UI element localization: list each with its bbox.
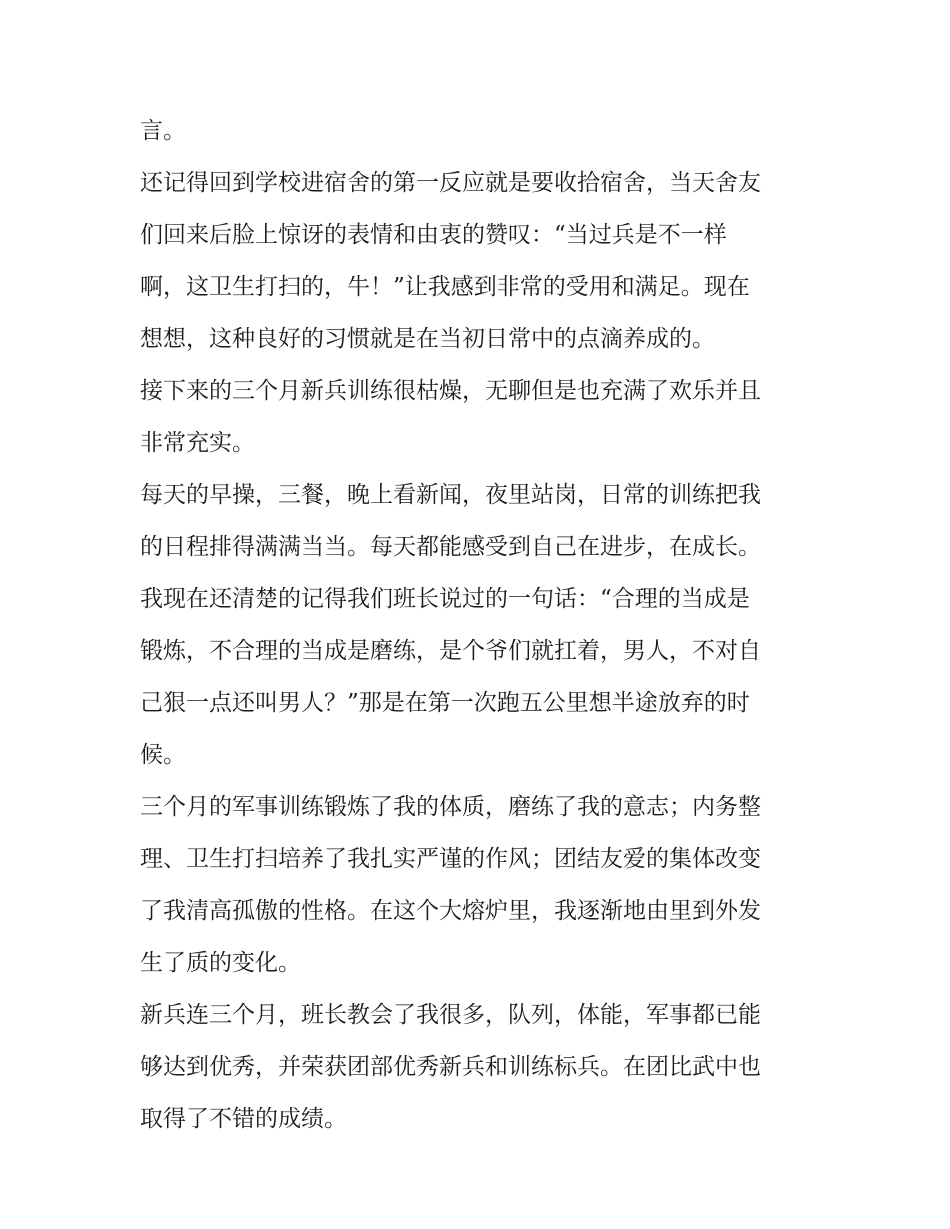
text-line: 了我清高孤傲的性格。在这个大熔炉里，我逐渐地由里到外发	[140, 898, 761, 924]
text-line: 还记得回到学校进宿舍的第一反应就是要收拾宿舍，当天舍友	[140, 170, 761, 196]
text-line: 言。	[140, 118, 186, 144]
text-line: 啊，这卫生打扫的，牛！”让我感到非常的受用和满足。现在	[140, 274, 750, 300]
text-line: 己狠一点还叫男人？”那是在第一次跑五公里想半途放弃的时	[140, 690, 750, 716]
text-line: 非常充实。	[140, 430, 255, 456]
text-line: 生了质的变化。	[140, 950, 301, 976]
text-line: 新兵连三个月，班长教会了我很多，队列，体能，军事都已能	[140, 1002, 761, 1028]
text-line: 理、卫生打扫培养了我扎实严谨的作风；团结友爱的集体改变	[140, 846, 761, 872]
text-line: 的日程排得满满当当。每天都能感受到自己在进步，在成长。	[140, 534, 761, 560]
text-line: 接下来的三个月新兵训练很枯燥，无聊但是也充满了欢乐并且	[140, 378, 761, 404]
text-line: 锻炼，不合理的当成是磨练，是个爷们就扛着，男人，不对自	[140, 638, 761, 664]
text-line: 每天的早操，三餐，晚上看新闻，夜里站岗，日常的训练把我	[140, 482, 761, 508]
text-line: 想想，这种良好的习惯就是在当初日常中的点滴养成的。	[140, 326, 715, 352]
text-line: 取得了不错的成绩。	[140, 1106, 347, 1132]
text-line: 三个月的军事训练锻炼了我的体质，磨练了我的意志；内务整	[140, 794, 761, 820]
text-line: 够达到优秀，并荣获团部优秀新兵和训练标兵。在团比武中也	[140, 1054, 761, 1080]
document-body	[140, 105, 830, 1145]
text-line: 们回来后脸上惊讶的表情和由衷的赞叹：“当过兵是不一样	[140, 222, 727, 248]
text-line: 我现在还清楚的记得我们班长说过的一句话：“合理的当成是	[140, 586, 750, 612]
text-line: 候。	[140, 742, 186, 768]
